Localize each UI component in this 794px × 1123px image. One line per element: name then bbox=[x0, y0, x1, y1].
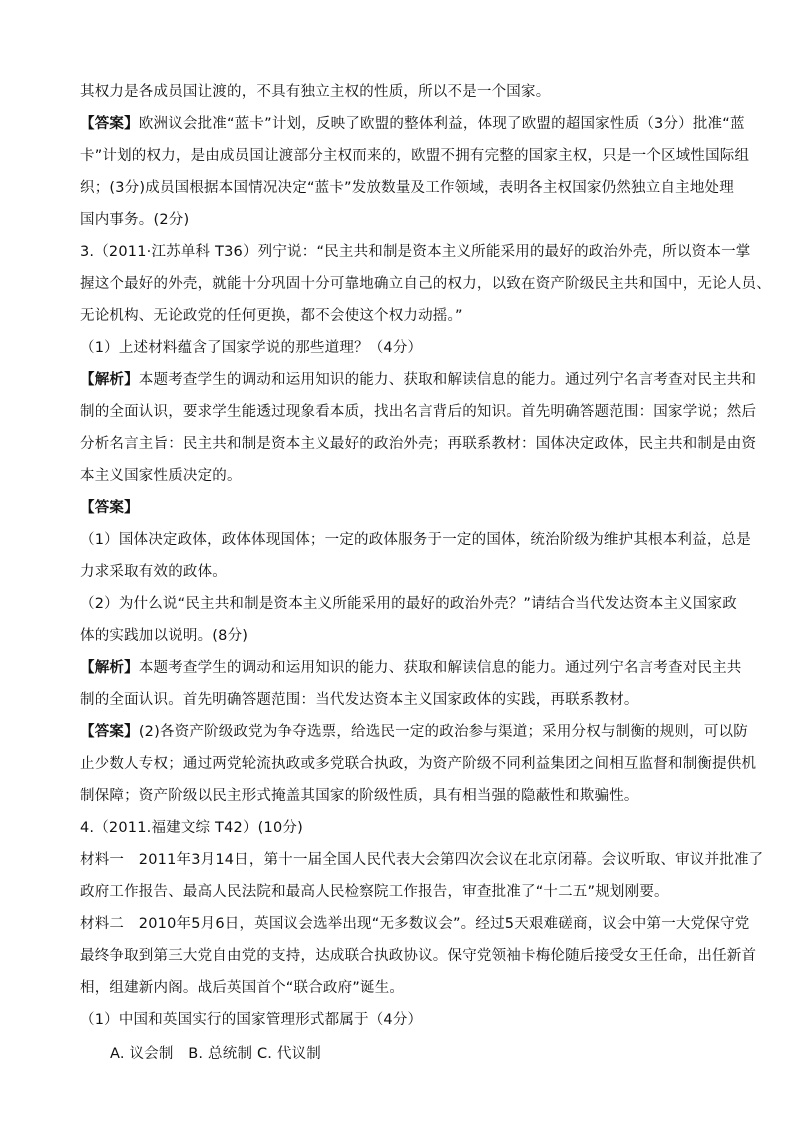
text-line: 织；(3分)成员国根据本国情况决定“蓝卡”发放数量及工作领域，表明各主权国家仍然独立自主地处理 bbox=[80, 180, 734, 196]
question-heading: 3.（2011·江苏单科 T36）列宁说：“民主共和制是资本主义所能采用的最好的政治外壳，所以资本一掌 bbox=[80, 244, 751, 260]
text-line: 相，组建新内阁。战后英国首个“联合政府”诞生。 bbox=[80, 980, 405, 996]
choice-options: A. 议会制 B. 总统制 C. 代议制 bbox=[110, 1046, 321, 1062]
material-one: 材料一 2011年3月14日，第十一届全国人民代表大会第四次会议在北京闭幕。会议听取、审议并批准了 bbox=[80, 852, 764, 868]
text-line: 政府工作报告、最高人民法院和最高人民检察院工作报告，审查批准了“十二五”规划刚要。 bbox=[80, 884, 669, 900]
text-line: 最终争取到第三大党自由党的支持，达成联合执政协议。保守党领袖卡梅伦随后接受女王任命，出任新首 bbox=[80, 948, 757, 964]
answer-text: 欧洲议会批准“蓝卡”计划，反映了欧盟的整体利益，体现了欧盟的超国家性质（3分）批准“蓝 bbox=[138, 116, 745, 132]
text-line: （1）国体决定政体，政体体现国体；一定的政体服务于一定的国体，统治阶级为维护其根本利益，总是 bbox=[80, 532, 751, 548]
question-heading: 4.（2011.福建文综 T42）(10分) bbox=[80, 820, 303, 836]
analysis-label: 【解析】 bbox=[80, 372, 139, 388]
text-line: 本主义国家性质决定的。 bbox=[80, 468, 242, 484]
answer-label: 【答案】 bbox=[80, 724, 139, 740]
material-two: 材料二 2010年5月6日，英国议会选举出现“无多数议会”。经过5天艰难磋商，议会中第一大党保守党 bbox=[80, 916, 750, 932]
text-line: 其权力是各成员国让渡的，不具有独立主权的性质，所以不是一个国家。 bbox=[80, 84, 551, 100]
text-line: 制的全面认识，要求学生能透过现象看本质，找出名言背后的知识。首先明确答题范围：国家学说；然后 bbox=[80, 404, 757, 420]
answer-paragraph-line bbox=[80, 722, 748, 742]
text-line: 力求采取有效的政体。 bbox=[80, 564, 227, 580]
text-line: 体的实践加以说明。(8分) bbox=[80, 628, 249, 644]
analysis-text: 本题考查学生的调动和运用知识的能力、获取和解读信息的能力。通过列宁名言考查对民主共 bbox=[138, 660, 742, 676]
analysis-paragraph-line bbox=[80, 658, 742, 678]
text-line: 分析名言主旨：民主共和制是资本主义最好的政治外壳；再联系教材：国体决定政体，民主共和制是由资 bbox=[80, 436, 757, 452]
text-line: 国内事务。(2分) bbox=[80, 212, 190, 228]
answer-text: (2)各资产阶级政党为争夺选票，给选民一定的政治参与渠道；采用分权与制衡的规则，可以防 bbox=[138, 724, 748, 740]
text-line: 止少数人专权；通过两党轮流执政或多党联合执政，为资产阶级不同利益集团之间相互监督和制衡提供机 bbox=[80, 756, 757, 772]
analysis-paragraph-line bbox=[80, 370, 757, 390]
text-line: 无论机构、无论政党的任何更换，都不会使这个权力动摇。” bbox=[80, 308, 463, 324]
sub-question: （2）为什么说“民主共和制是资本主义所能采用的最好的政治外壳？”请结合当代发达资本主义国家政 bbox=[80, 596, 737, 612]
sub-question: （1）中国和英国实行的国家管理形式都属于（4分） bbox=[80, 1012, 423, 1028]
sub-question: （1）上述材料蕴含了国家学说的那些道理？（4分） bbox=[80, 340, 423, 356]
text-line: 握这个最好的外壳，就能十分巩固十分可靠地确立自己的权力，以致在资产阶级民主共和国中，无论人员、 bbox=[80, 276, 771, 292]
text-line: 卡”计划的权力，是由成员国让渡部分主权而来的，欧盟不拥有完整的国家主权，只是一个区域性国际组 bbox=[80, 148, 750, 164]
answer-label: 【答案】 bbox=[80, 116, 139, 132]
answer-label: 【答案】 bbox=[80, 500, 139, 516]
text-line: 制保障；资产阶级以民主形式掩盖其国家的阶级性质，具有相当强的隐蔽性和欺骗性。 bbox=[80, 788, 639, 804]
analysis-label: 【解析】 bbox=[80, 660, 139, 676]
analysis-text: 本题考查学生的调动和运用知识的能力、获取和解读信息的能力。通过列宁名言考查对民主共和 bbox=[138, 372, 757, 388]
text-line: 制的全面认识。首先明确答题范围：当代发达资本主义国家政体的实践，再联系教材。 bbox=[80, 692, 639, 708]
answer-paragraph-line bbox=[80, 114, 745, 134]
